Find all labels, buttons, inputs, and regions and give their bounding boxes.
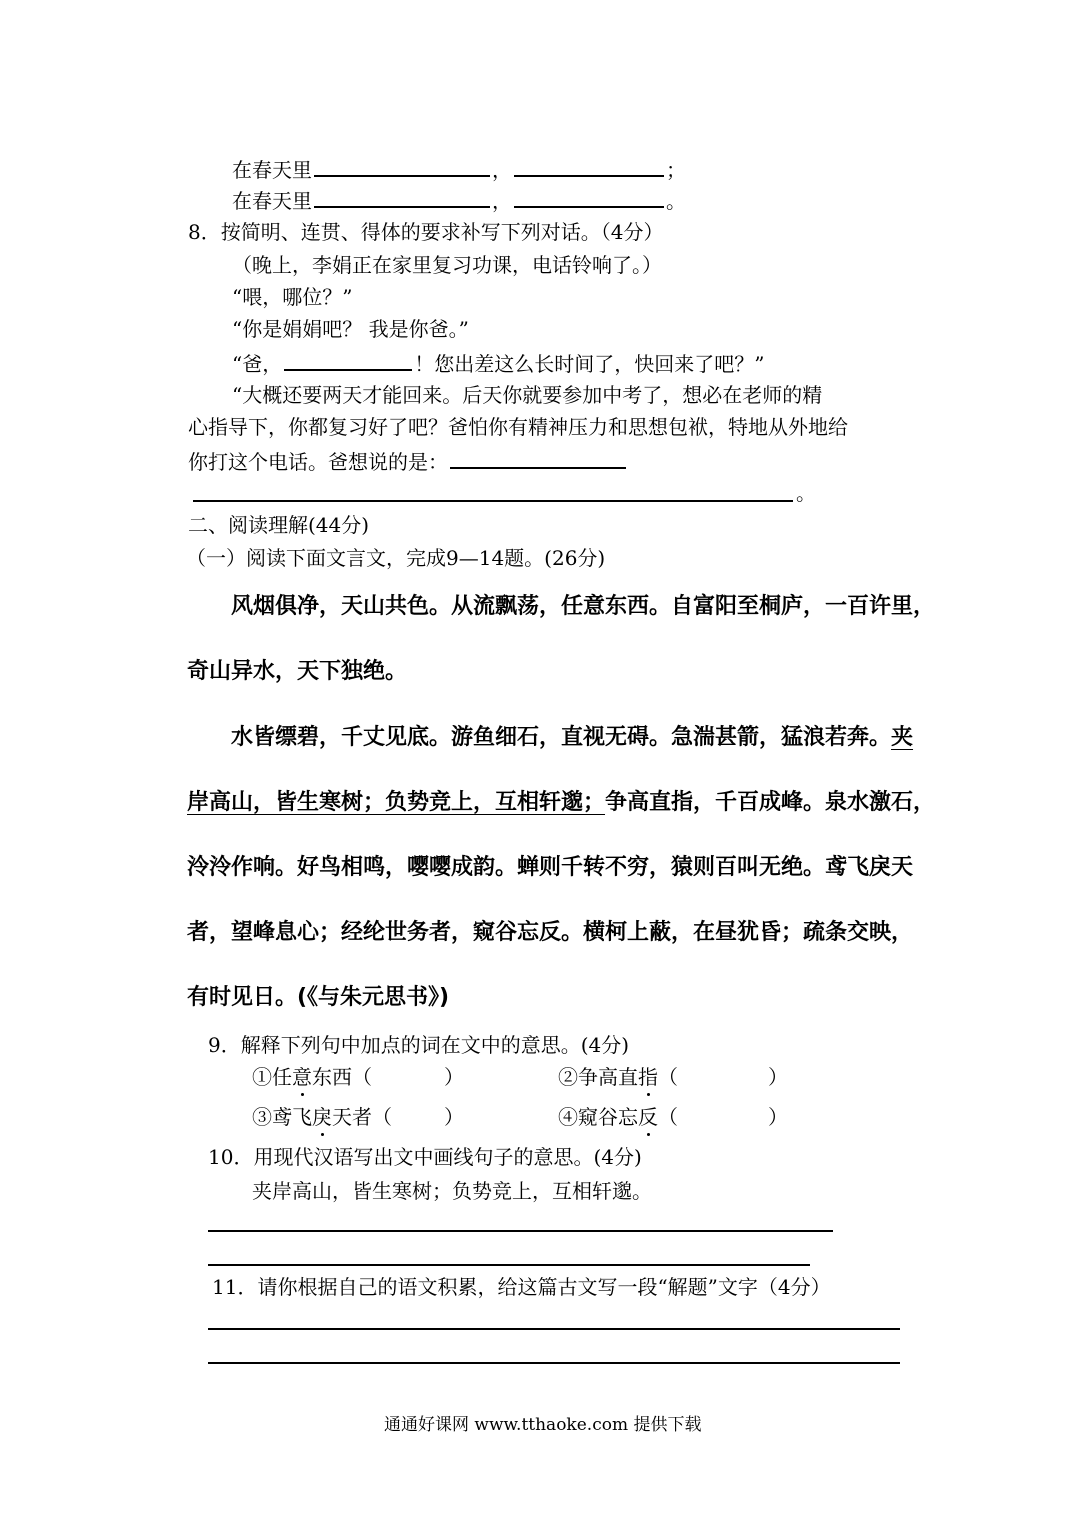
q8-end-mark: 。 — [796, 481, 816, 505]
underlined-sentence: 岸高山，皆生寒树；负势竞上，互相轩邈； — [187, 790, 606, 815]
passage-p2-line-3: 泠泠作响。好鸟相鸣，嘤嘤成韵。蝉则千转不穷，猿则百叫无绝。鸢飞戾天 — [187, 855, 914, 880]
answer-blank[interactable] — [284, 349, 412, 371]
item-number: ③ — [252, 1105, 272, 1129]
q10-title: 10．用现代汉语写出文中画线句子的意思。(4分) — [208, 1145, 642, 1169]
passage-p2-line-1 — [231, 723, 913, 753]
item-number: ② — [558, 1065, 578, 1089]
q9-item-2 — [558, 1064, 788, 1090]
q8-dialogue-2: “你是娟娟吧？ 我是你爸。” — [232, 317, 469, 341]
q9-title: 9．解释下列句中加点的词在文中的意思。(4分) — [208, 1033, 630, 1057]
q8-dialogue-4-line-2: 心指导下，你都复习好了吧？爸怕你有精神压力和思想包袱，特地从外地给 — [188, 415, 848, 439]
q8-dialogue-3 — [232, 349, 764, 377]
answer-blank[interactable] — [450, 447, 626, 469]
answer-line[interactable] — [208, 1230, 833, 1232]
passage-p2-line-5: 有时见日。(《与朱元思书》) — [187, 985, 450, 1010]
passage-p1-line-1: 风烟俱净，天山共色。从流飘荡，任意东西。自富阳至桐庐，一百许里， — [231, 594, 936, 619]
passage-p2-line-2 — [187, 788, 935, 818]
section-2-title: 二、阅读理解(44分) — [188, 513, 370, 537]
item-text: 天者 — [332, 1105, 372, 1129]
dotted-word: 意 — [292, 1065, 312, 1089]
item-text: 争高直 — [578, 1065, 638, 1089]
answer-line[interactable] — [208, 1362, 900, 1364]
answer-paren[interactable]: （ ） — [352, 1065, 464, 1089]
answer-paren[interactable]: （ ） — [658, 1065, 788, 1089]
q11-title: 11．请你根据自己的语文积累，给这篇古文写一段“解题”文字（4分） — [212, 1275, 831, 1299]
dotted-word: 反 — [638, 1105, 658, 1129]
item-number: ④ — [558, 1105, 578, 1129]
q8-d4-l3: 你打这个电话。爸想说的是： — [188, 450, 448, 474]
q8-scene: （晚上，李娟正在家里复习功课，电话铃响了。） — [232, 253, 662, 277]
item-text: 东西 — [312, 1065, 352, 1089]
q7-line1-prefix: 在春天里 — [232, 158, 312, 182]
comma: ， — [492, 189, 512, 213]
item-text: 任 — [272, 1065, 292, 1089]
q9-item-1 — [252, 1064, 464, 1090]
q7-line-2 — [232, 186, 686, 214]
dotted-word: 指 — [638, 1065, 658, 1089]
answer-blank[interactable] — [514, 186, 664, 208]
answer-paren[interactable]: （ ） — [658, 1105, 788, 1129]
q7-line-1 — [232, 155, 686, 183]
q8-d3-pre: “爸， — [232, 352, 283, 376]
passage-text: 水皆缥碧，千丈见底。游鱼细石，直视无碍。急湍甚箭，猛浪若奔。 — [231, 725, 892, 750]
item-text: 鸢飞 — [272, 1105, 312, 1129]
comma: ， — [492, 158, 512, 182]
passage-p1-line-2: 奇山异水，天下独绝。 — [187, 659, 408, 684]
q8-d3-post: ！您出差这么长时间了，快回来了吧？” — [414, 352, 765, 376]
answer-line[interactable] — [208, 1264, 810, 1266]
q9-item-3 — [252, 1104, 464, 1130]
answer-blank[interactable] — [514, 155, 664, 177]
answer-paren[interactable]: （ ） — [372, 1105, 464, 1129]
answer-blank[interactable] — [314, 155, 490, 177]
answer-line[interactable] — [208, 1328, 900, 1330]
q8-dialogue-4-line-1: “大概还要两天才能回来。后天你就要参加中考了，想必在老师的精 — [232, 383, 823, 407]
q9-item-4 — [558, 1104, 788, 1130]
q8-dialogue-1: “喂，哪位？” — [232, 285, 353, 309]
q8-dialogue-4-line-3 — [188, 447, 628, 475]
item-number: ① — [252, 1065, 272, 1089]
answer-line[interactable] — [193, 500, 793, 502]
passage-p2-line-4: 者，望峰息心；经纶世务者，窥谷忘反。横柯上蔽，在昼犹昏；疏条交映， — [187, 920, 914, 945]
answer-blank[interactable] — [314, 186, 490, 208]
dotted-word: 戾 — [312, 1105, 332, 1129]
line-end: ； — [666, 158, 686, 182]
q8-title: 8．按简明、连贯、得体的要求补写下列对话。（4分） — [188, 220, 664, 244]
item-text: 窥谷忘 — [578, 1105, 638, 1129]
page-footer: 通通好课网 www.tthaoke.com 提供下载 — [384, 1415, 702, 1435]
underlined-sentence: 夹 — [891, 725, 914, 750]
line-end: 。 — [666, 189, 686, 213]
passage-text: 争高直指，千百成峰。泉水激石， — [605, 790, 936, 815]
q7-line2-prefix: 在春天里 — [232, 189, 312, 213]
section-2-sub-1: （一）阅读下面文言文，完成9—14题。(26分) — [186, 546, 606, 570]
q10-sentence: 夹岸高山，皆生寒树；负势竞上，互相轩邈。 — [252, 1179, 652, 1203]
